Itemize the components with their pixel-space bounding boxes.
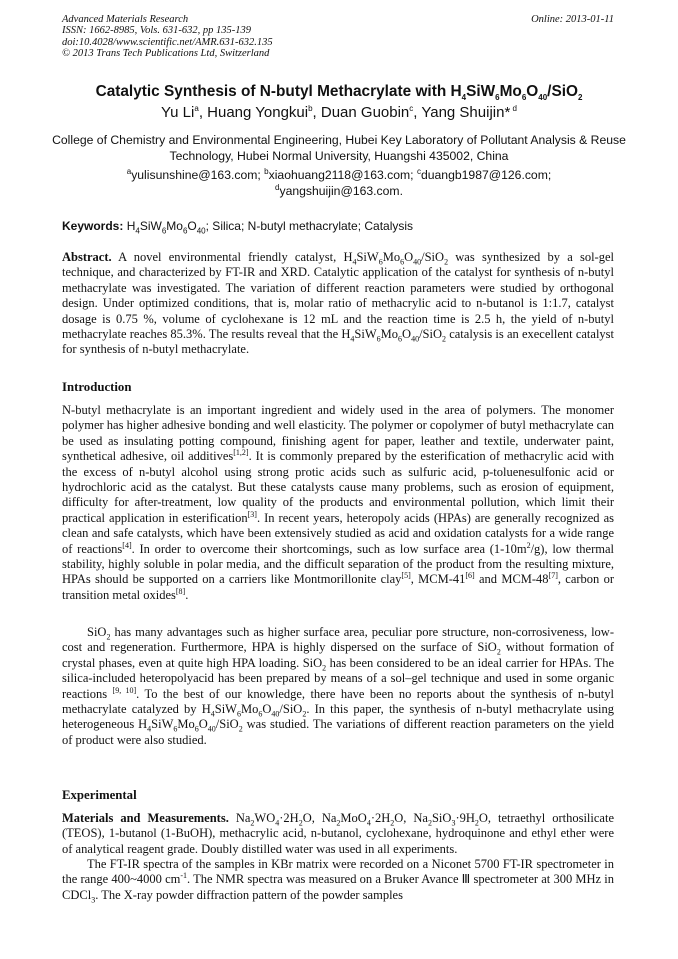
keywords-label: Keywords: [62,219,124,233]
abstract-label: Abstract. [62,250,112,264]
experimental-paragraph-2: The FT-IR spectra of the samples in KBr matrix were recorded on a Niconet 5700 FT-IR spectrometer in the range 400~4000 $cm^{-1}$. The NMR spectra was measured on a Bruker Avance Ⅲ spectrometer at 300 MHz in CDCl$_3$. The X-ray powder diffraction pattern of the powder samples [62,857,614,905]
issn-line: ISSN: 1662-8985, Vols. 631-632, pp 135-139 [62,25,251,37]
copyright-line: © 2013 Trans Tech Publications Ltd, Switzerland [62,48,270,60]
journal-name: Advanced Materials Research [62,14,189,25]
journal-header [62,14,614,60]
author-emails: $^a$yulisunshine@163.com; $^b$xiaohuang2118@163.com; $^c$duangb1987@126.com; $^d$yangshuijin@163.com. [126,166,552,198]
experimental-heading: Experimental [62,788,137,802]
introduction-paragraph-2: SiO$_2$ has many advantages such as higher surface area, peculiar pore structure, non-corrosiveness, low-cost and regeneration. Furthermore, HPA is highly dispersed on the surface of SiO$_2$ without formation of crystal phases, even at quite high HPA loading. SiO$_2$ has been considered to be an ideal carrier for HPAs. The silica-included heteropolyacid has been prepared by means of a sol–gel technique and used in some organic reactions [9, 10]. To the best of our knowledge, there have been no reports about the synthesis of n-butyl methacrylate catalyzed by $H_4SiW_6Mo_6O_{40}/SiO_2$. In this paper, the synthesis of n-butyl methacrylate using heterogeneous $H_4SiW_6Mo_6O_{40}/SiO_2$ was studied. The variations of different reaction parameters on the yield of product were also studied. [62,625,615,747]
online-date: Online: 2013-01-11 [531,14,614,25]
author-list: Yu Li$^a$, Huang Yongkui$^b$, Duan Guobin$^c$, Yang Shuijin* $^d$ [161,104,517,121]
abstract: Abstract. A novel environmental friendly catalyst, $H_4SiW_6Mo_6O_{40}/SiO_2$ was synthesized by a sol-gel technique, and characterized by FT-IR and XRD. Catalytic application of the catalyst for synthesis of n-butyl methacrylate was investigated. The variation of different reaction parameters were studied by orthogonal design. Under optimized conditions, that is, molar ratio of methacrylic acid to n-butanol is 1:1.7, catalyst dosage is 0.75 %, volume of cyclohexane is 12 mL and the reaction time is 2.5 h, the yield of n-butyl methacrylate reaches 85.3%. The results reveal that the $H_4SiW_6Mo_6O_{40}/SiO_2$ catalysis is an execellent catalyst for synthesis of n-butyl methacrylate. [62,250,614,357]
keywords: Keywords: $H_4SiW_6Mo_6O_{40}$; Silica; N-butyl methacrylate; Catalysis [62,219,414,236]
paper-title: Catalytic Synthesis of N-butyl Methacrylate with $H_4SiW_6Mo_6O_{40}/SiO_2$ [95,83,583,103]
affiliation: College of Chemistry and Environmental Engineering, Hubei Key Laboratory of Pollutant Analysis & Reuse Technology, Hubei Normal University, Huangshi 435002, China [52,133,626,163]
experimental-paragraph-1: Materials and Measurements. $Na_2WO_4\cdot 2H_2O$, $Na_2MoO_4\cdot 2H_2O$, $Na_2SiO_3\cdot 9H_2O$, tetraethyl orthosilicate (TEOS), 1-butanol (1-BuOH), methacrylic acid, n-butanol, cyclohexane, hydroquinone and ethyl ether were of analytical reagent grade. Doubly distilled water was used in all experiments. [62,811,614,856]
materials-lead: Materials and Measurements. [62,811,229,825]
doi-line: doi:10.4028/www.scientific.net/AMR.631-632.135 [62,36,273,48]
introduction-paragraph-1: N-butyl methacrylate is an important ingredient and widely used in the area of polymers. The monomer polymer has higher adhesive bonding and well elasticity. The polymer or copolymer of butyl methacrylate can be used as insulating potting compound, finishing agent for paper, leather and textile, underwater paint, synthetical adhesive, oil additives[1,2]. It is commonly prepared by the esterification of methacrylic acid with the excess of n-butyl alcohol using strong protic acids such as sulfuric acid, p-toluenesulfonic acid or hydrochloric acid as the catalyst. But these catalysts cause many problems, such as erosion of equipment, difficulty for after-treatment, low quality of the products and environmental pollution, which limit their practical application in esterification[3]. In recent years, heteropoly acids (HPAs) are generally recognized as clean and safe catalysts, which have been extensively studied as acid and oxidation catalysts for a wide range of reactions[4]. In order to overcome their shortcomings, such as low surface area $(1-10m^2/g)$, low thermal stability, highly soluble in polar media, and the difficult separation of the product from the resulting mixture, HPAs should be supported on a carriers like Montmorillonite clay[5], MCM-41[6] and MCM-48[7], carbon or transition metal oxides[8]. [62,403,615,602]
introduction-heading: Introduction [62,380,132,394]
